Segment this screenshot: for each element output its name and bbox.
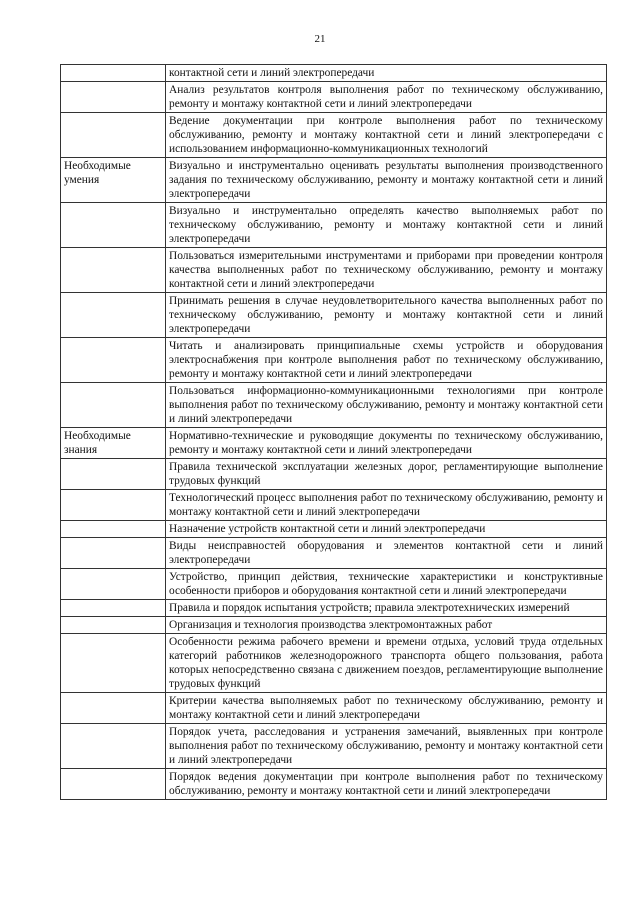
page-number: 21 bbox=[314, 33, 326, 45]
table-row bbox=[61, 158, 607, 203]
section-label-continuation bbox=[61, 538, 166, 569]
requirement-text: Технологический процесс выполнения работ по техническому обслуживанию, ремонту и монтажу контактной сети и линий электропередачи bbox=[166, 490, 607, 521]
requirement-text: Особенности режима рабочего времени и времени отдыха, условий труда отдельных категорий работников железнодорожного транспорта общего пользования, работа которых непосредственно связана с движением поездов, регламентирующие выполнение трудовых функций bbox=[166, 634, 607, 693]
table-row bbox=[61, 617, 607, 634]
section-label-continuation bbox=[61, 459, 166, 490]
requirement-text: Правила технической эксплуатации железных дорог, регламентирующие выполнение трудовых функций bbox=[166, 459, 607, 490]
section-label-continuation bbox=[61, 203, 166, 248]
requirement-text: Критерии качества выполняемых работ по техническому обслуживанию, ремонту и монтажу контактной сети и линий электропередачи bbox=[166, 693, 607, 724]
table-row bbox=[61, 538, 607, 569]
requirements-table bbox=[60, 64, 607, 800]
table-row bbox=[61, 634, 607, 693]
section-label-continuation bbox=[61, 617, 166, 634]
requirement-text: Порядок ведения документации при контроле выполнения работ по техническому обслуживанию, ремонту и монтажу контактной сети и линий электропередачи bbox=[166, 769, 607, 800]
table-row bbox=[61, 459, 607, 490]
section-label-continuation bbox=[61, 634, 166, 693]
table-row bbox=[61, 203, 607, 248]
table-row bbox=[61, 724, 607, 769]
table-row bbox=[61, 769, 607, 800]
table-row bbox=[61, 338, 607, 383]
section-label-continuation bbox=[61, 82, 166, 113]
table-row bbox=[61, 248, 607, 293]
table-row bbox=[61, 521, 607, 538]
table-row bbox=[61, 428, 607, 459]
section-label: Необходимые умения bbox=[61, 158, 166, 203]
section-label-continuation bbox=[61, 293, 166, 338]
table-row bbox=[61, 82, 607, 113]
requirements-table-body bbox=[61, 65, 607, 800]
table-row bbox=[61, 600, 607, 617]
requirement-text: Читать и анализировать принципиальные схемы устройств и оборудования электроснабжения при контроле выполнения работ по техническому обслуживанию, ремонту и монтажу контактной сети и линий электропередачи bbox=[166, 338, 607, 383]
section-label-continuation bbox=[61, 693, 166, 724]
table-row bbox=[61, 65, 607, 82]
table-row bbox=[61, 569, 607, 600]
section-label-continuation bbox=[61, 113, 166, 158]
section-label-continuation bbox=[61, 338, 166, 383]
section-label-continuation bbox=[61, 248, 166, 293]
requirement-text: Правила и порядок испытания устройств; правила электротехнических измерений bbox=[166, 600, 607, 617]
requirement-text: Пользоваться измерительными инструментами и приборами при проведении контроля качества выполненных работ по техническому обслуживанию, ремонту и монтажу контактной сети и линий электропередачи bbox=[166, 248, 607, 293]
requirement-text: контактной сети и линий электропередачи bbox=[166, 65, 607, 82]
table-row bbox=[61, 113, 607, 158]
section-label-continuation bbox=[61, 521, 166, 538]
requirement-text: Виды неисправностей оборудования и элементов контактной сети и линий электропередачи bbox=[166, 538, 607, 569]
requirement-text: Порядок учета, расследования и устранения замечаний, выявленных при контроле выполнения работ по техническому обслуживанию, ремонту и монтажу контактной сети и линий электропередачи bbox=[166, 724, 607, 769]
table-row bbox=[61, 383, 607, 428]
section-label-continuation bbox=[61, 769, 166, 800]
table-row bbox=[61, 693, 607, 724]
requirement-text: Пользоваться информационно-коммуникационными технологиями при контроле выполнения работ по техническому обслуживанию, ремонту и монтажу контактной сети и линий электропередачи bbox=[166, 383, 607, 428]
requirement-text: Организация и технология производства электромонтажных работ bbox=[166, 617, 607, 634]
requirement-text: Назначение устройств контактной сети и линий электропередачи bbox=[166, 521, 607, 538]
table-row bbox=[61, 293, 607, 338]
requirement-text: Ведение документации при контроле выполнения работ по техническому обслуживанию, ремонту и монтажу контактной сети и линий электропередачи с использованием информационно-коммуникационных технологий bbox=[166, 113, 607, 158]
requirement-text: Нормативно-технические и руководящие документы по техническому обслуживанию, ремонту и монтажу контактной сети и линий электропередачи bbox=[166, 428, 607, 459]
table-row bbox=[61, 490, 607, 521]
requirement-text: Визуально и инструментально оценивать результаты выполнения производственного задания по техническому обслуживанию, ремонту и монтажу контактной сети и линий электропередачи bbox=[166, 158, 607, 203]
section-label-continuation bbox=[61, 383, 166, 428]
section-label bbox=[61, 65, 166, 82]
section-label-continuation bbox=[61, 569, 166, 600]
section-label-continuation bbox=[61, 600, 166, 617]
requirement-text: Анализ результатов контроля выполнения работ по техническому обслуживанию, ремонту и монтажу контактной сети и линий электропередачи bbox=[166, 82, 607, 113]
section-label: Необходимые знания bbox=[61, 428, 166, 459]
requirement-text: Устройство, принцип действия, технические характеристики и конструктивные особенности приборов и оборудования контактной сети и линий электропередачи bbox=[166, 569, 607, 600]
requirement-text: Визуально и инструментально определять качество выполняемых работ по техническому обслуживанию, ремонту и монтажу контактной сети и линий электропередачи bbox=[166, 203, 607, 248]
section-label-continuation bbox=[61, 490, 166, 521]
requirement-text: Принимать решения в случае неудовлетворительного качества выполненных работ по техническому обслуживанию, ремонту и монтажу контактной сети и линий электропередачи bbox=[166, 293, 607, 338]
section-label-continuation bbox=[61, 724, 166, 769]
